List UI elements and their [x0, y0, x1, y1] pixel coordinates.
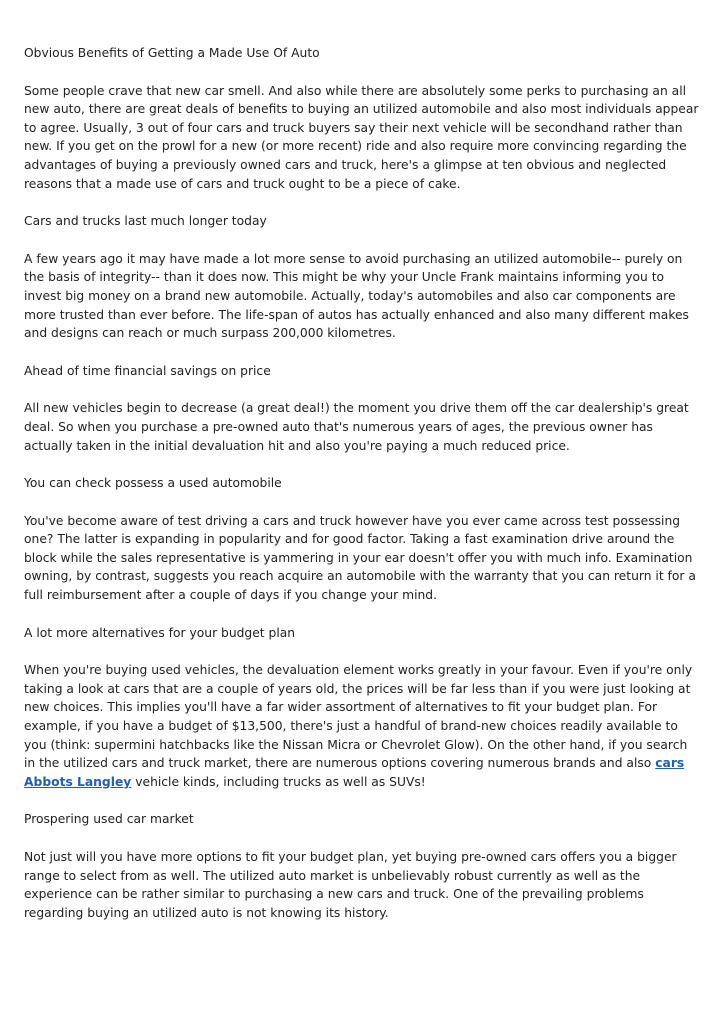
intro-paragraph: Some people crave that new car smell. And also while there are absolutely some perks to purchasing an all new auto, there are great deals of benefits to buying an utilized automobile and also most individuals appear to agree. Usually, 3 out of four cars and truck buyers say their next vehicle will be secondhand rather than new. If you get on the prowl for a new (or more recent) ride and also require more convincing regarding the advantages of buying a previously owned cars and truck, here's a glimpse at ten obvious and neglected reasons that a made use of cars and truck ought to be a piece of cake.: [24, 83, 699, 191]
section-heading-market: Prospering used car market: [24, 812, 194, 827]
market-paragraph: Not just will you have more options to fit your budget plan, yet buying pre-owned cars offers you a bigger range to select from as well. The utilized auto market is unbelievably robust currently as well as the experience can be rather similar to purchasing a new cars and truck. One of the prevailing problems regarding buying an utilized auto is not knowing its history.: [24, 850, 677, 920]
savings-paragraph: All new vehicles begin to decrease (a great deal!) the moment you drive them off the car dealership's great deal. So when you purchase a pre-owned auto that's numerous years of ages, the previous owner has actually taken in the initial devaluation hit and also you're paying a much reduced price.: [24, 401, 689, 453]
article-title: Obvious Benefits of Getting a Made Use Of Auto: [24, 46, 320, 60]
budget-text-before-link: When you're buying used vehicles, the devaluation element works greatly in your favour. Even if you're only taking a look at cars that are a couple of years old, the prices will be far less than if you were just looking at new choices. This implies you'll have a far wider assortment of alternatives to fit your budget plan. For example, if you have a budget of $13,500, there's just a handful of brand-new choices readily available to you (think: supermini hatchbacks like the Nissan Micra or Chevrolet Glow). On the other hand, if you search in the utilized cars and truck market, there are numerous options covering numerous brands and also: [24, 663, 693, 771]
test-own-paragraph: You've become aware of test driving a cars and truck however have you ever came across test possessing one? The latter is expanding in popularity and for good factor. Taking a fast examination drive around the block while the sales representative is yammering in your ear doesn't offer you with much info. Examination owning, by contrast, suggests you reach acquire an automobile with the warranty that you can return it for a full reimbursement after a couple of days if you change your mind.: [24, 513, 696, 603]
budget-paragraph: [24, 661, 700, 791]
section-heading-longevity: Cars and trucks last much longer today: [24, 214, 267, 229]
section-heading-test-own: You can check possess a used automobile: [24, 476, 282, 491]
section-heading-budget: A lot more alternatives for your budget plan: [24, 625, 296, 640]
article-body: [24, 44, 700, 941]
cars-abbots-langley-link[interactable]: cars Abbots Langley: [24, 756, 685, 789]
longevity-paragraph: A few years ago it may have made a lot more sense to avoid purchasing an utilized automobile-- purely on the basis of integrity-- than it does now. This might be why your Uncle Frank maintains informing you to invest big money on a brand new automobile. Actually, today's automobiles and also car components are more trusted than ever before. The life-span of autos has actually enhanced and also many different makes and designs can reach or much surpass 200,000 kilometres.: [24, 251, 689, 341]
section-heading-savings: Ahead of time financial savings on price: [24, 363, 271, 378]
budget-text-after-link: vehicle kinds, including trucks as well as SUVs!: [131, 774, 426, 789]
